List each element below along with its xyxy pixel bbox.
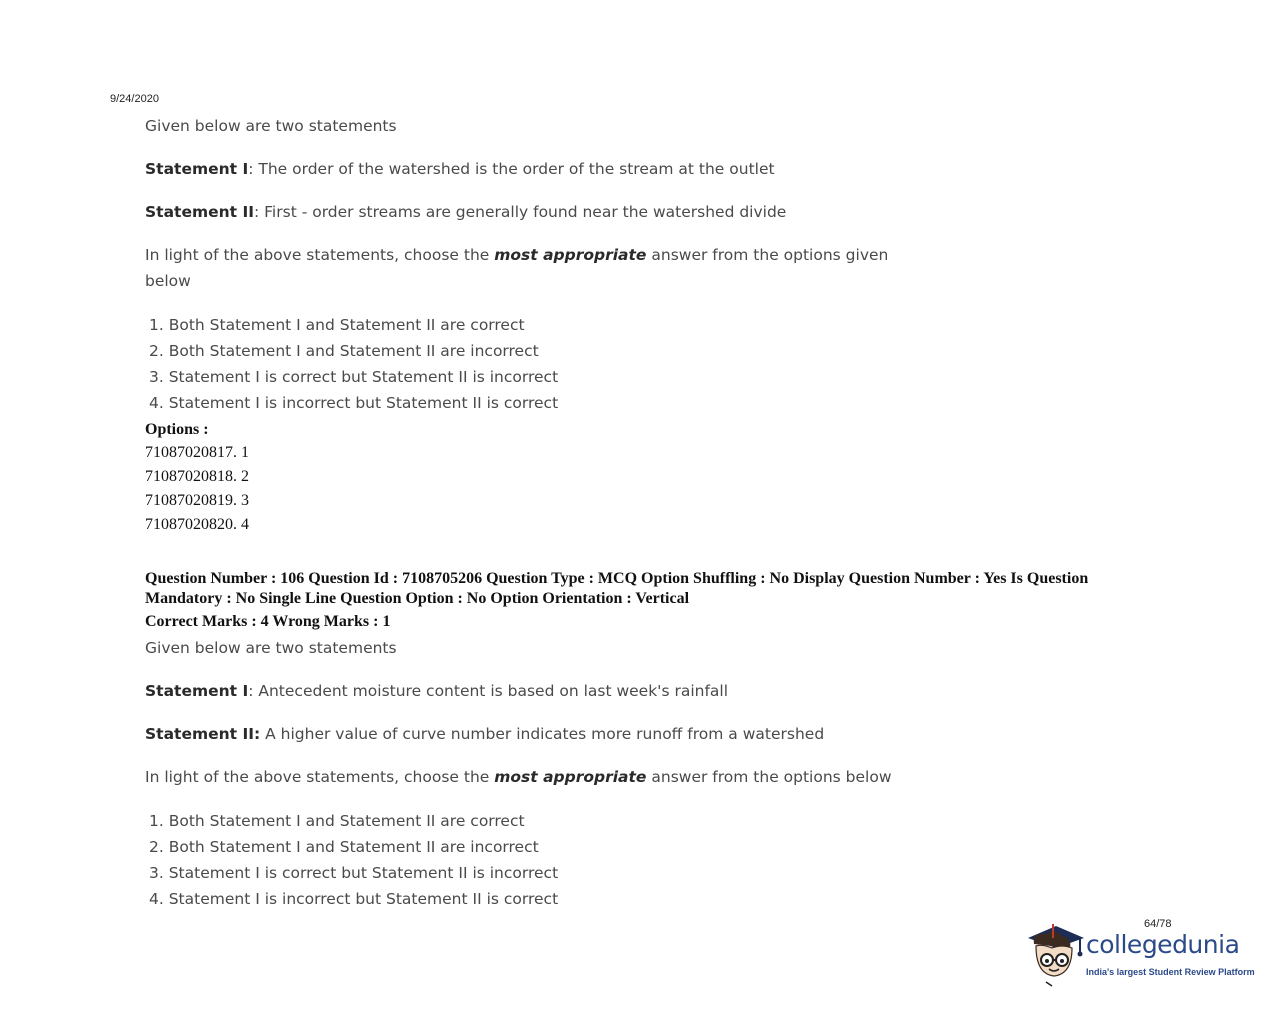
q2-meta: Question Number : 106 Question Id : 7108705206 Question Type : MCQ Option Shuffling : No Display Question Number : Yes Is Question Mandatory : No Single Line Question Option : No Option Orientation : Vertical [145, 570, 1089, 607]
print-date: 9/24/2020 [110, 93, 159, 105]
q2-marks: Correct Marks : 4 Wrong Marks : 1 [145, 613, 391, 630]
q1-statement-1-label: Statement I [145, 160, 249, 178]
q1-option-2: 71087020818. 2 [145, 468, 249, 485]
q1-instruction-pre: In light of the above statements, choose the [145, 246, 495, 264]
collegedunia-mascot-icon [1022, 918, 1086, 990]
collegedunia-tagline: India's largest Student Review Platform [1086, 967, 1255, 977]
q2-statement-2-label: Statement II: [145, 725, 261, 743]
q1-option-4: 71087020820. 4 [145, 516, 249, 533]
q1-choice-1: 1. Both Statement I and Statement II are correct [149, 316, 525, 334]
q2-instruction [145, 768, 892, 786]
q1-options-label: Options : [145, 421, 209, 438]
q2-choice-4: 4. Statement I is incorrect but Statement II is correct [149, 890, 559, 908]
q2-statement-1-text: : Antecedent moisture content is based on last week's rainfall [248, 682, 729, 700]
q1-statement-1-text: : The order of the watershed is the order of the stream at the outlet [248, 160, 775, 178]
q2-statement-2-text: A higher value of curve number indicates more runoff from a watershed [260, 725, 825, 743]
q1-option-3: 71087020819. 3 [145, 492, 249, 509]
q2-instruction-pre: In light of the above statements, choose the [145, 768, 495, 786]
q2-choice-3: 3. Statement I is correct but Statement II is incorrect [149, 864, 559, 882]
q1-statement-2-label: Statement II [145, 203, 254, 221]
q1-instruction-line2: below [145, 272, 191, 290]
q2-choice-2: 2. Both Statement I and Statement II are incorrect [149, 838, 539, 856]
page-number: 64/78 [1144, 918, 1172, 930]
q2-choice-1: 1. Both Statement I and Statement II are correct [149, 812, 525, 830]
q2-statement-1 [145, 682, 728, 700]
q1-instruction [145, 246, 888, 264]
q2-instruction-post: answer from the options below [646, 768, 892, 786]
q1-instruction-post: answer from the options given [646, 246, 889, 264]
q1-choice-4: 4. Statement I is incorrect but Statement II is correct [149, 394, 559, 412]
q2-statement-1-label: Statement I [145, 682, 249, 700]
q1-choice-3: 3. Statement I is correct but Statement II is incorrect [149, 368, 559, 386]
q2-instruction-emphasis: most appropriate [494, 768, 647, 786]
q2-intro: Given below are two statements [145, 639, 397, 657]
q1-statement-2-text: : First - order streams are generally found near the watershed divide [254, 203, 787, 221]
q1-instruction-emphasis: most appropriate [494, 246, 647, 264]
collegedunia-logo-text: collegedunia [1086, 930, 1240, 959]
q1-statement-1 [145, 160, 775, 178]
q1-option-1: 71087020817. 1 [145, 444, 249, 461]
q1-statement-2 [145, 203, 786, 221]
q1-choice-2: 2. Both Statement I and Statement II are incorrect [149, 342, 539, 360]
q1-intro: Given below are two statements [145, 117, 397, 135]
q2-statement-2 [145, 725, 824, 743]
